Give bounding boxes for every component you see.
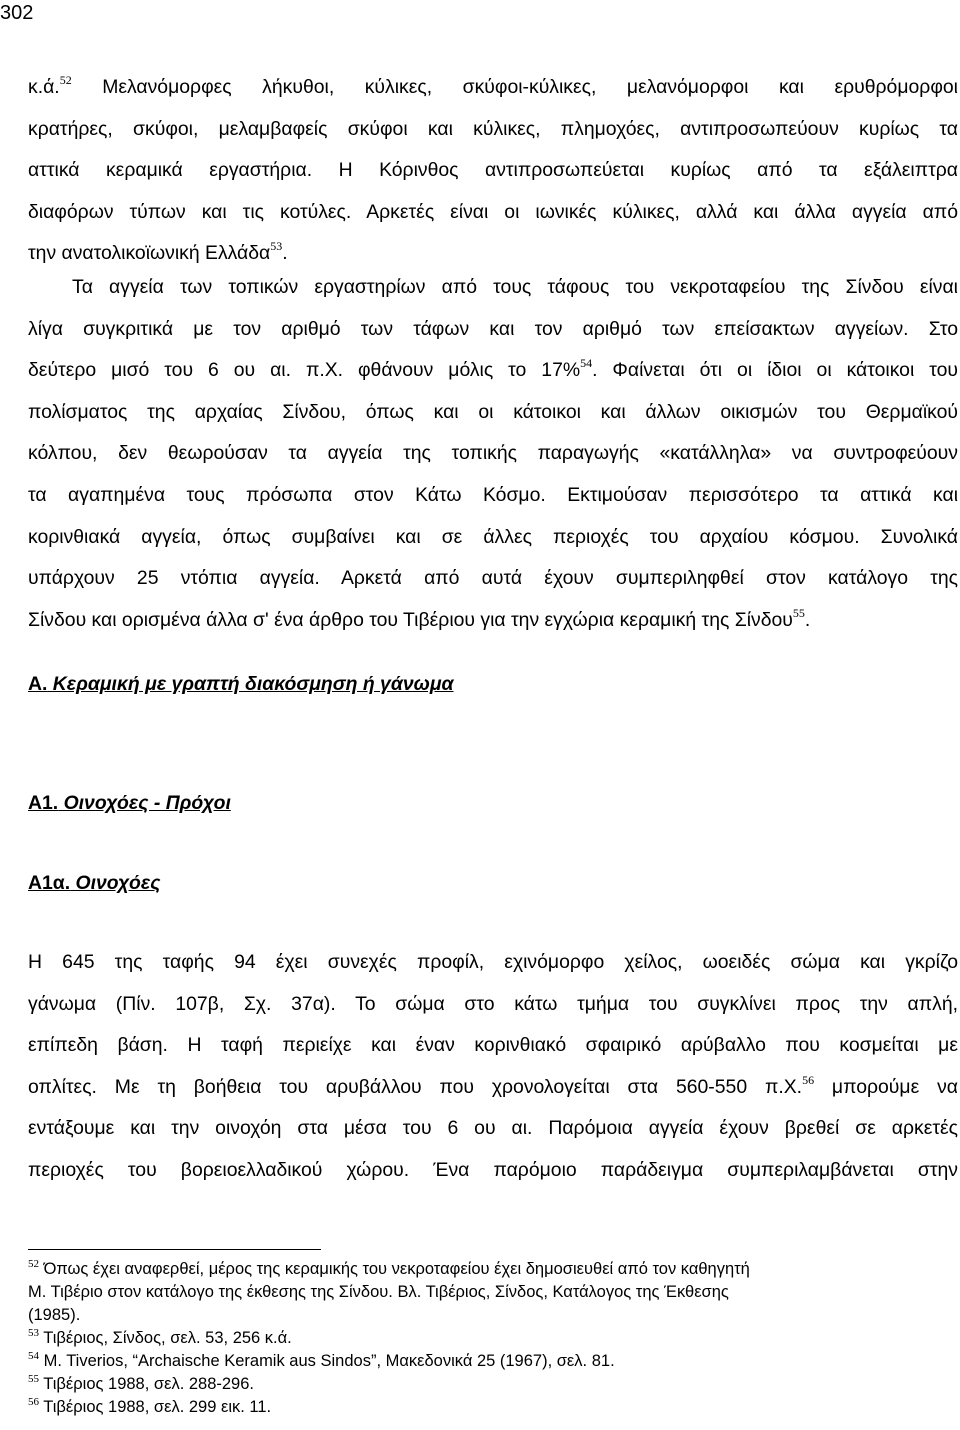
footnote-ref[interactable]: 54 [580, 356, 593, 371]
footnote-ref[interactable]: 56 [802, 1072, 815, 1087]
section-heading-a1: Α1. Οινοχόες - Πρόχοι [28, 792, 231, 814]
text-line: οπλίτες. Με τη βοήθεια του αρυβάλλου που χρονολογείται στα 560-550 π.Χ.$^{56}$ μπορούμε να [28, 1072, 958, 1098]
text-line: κρατήρες, σκύφοι, μελαμβαφείς σκύφοι και κύλικες, πλημοχόες, αντιπροσωπεύουν κυρίως τα [28, 117, 958, 140]
paragraph-2 [28, 267, 958, 641]
text-line: κορινθιακά αγγεία, όπως συμβαίνει και σε άλλες περιοχές του αρχαίου κόσμου. Συνολικά [28, 525, 958, 548]
footnote-55: $^{55}$ Τιβέριος 1988, σελ. 288-296. [28, 1373, 254, 1393]
footnote-separator [28, 1249, 321, 1250]
section-heading-a1a: Α1α. Οινοχόες [28, 872, 161, 894]
text-line: διαφόρων τύπων και τις κοτύλες. Αρκετές είναι οι ιωνικές κύλικες, αλλά και άλλα αγγεία από [28, 200, 958, 223]
text-line: εντάξουμε και την οινοχόη στα μέσα του 6 ου αι. Παρόμοια αγγεία έχουν βρεθεί σε αρκετές [28, 1117, 958, 1140]
footnote-54: $^{54}$ M. Tiverios, “Archaische Keramik aus Sindos”, Μακεδονικά 25 (1967), σελ. 81. [28, 1350, 615, 1370]
footnote-ref[interactable]: 52 [59, 73, 72, 87]
text-line: την ανατολικοϊωνική Ελλάδα$^{53}$. [28, 239, 288, 265]
text-line: πολίσματος της αρχαίας Σίνδου, όπως και οι κάτοικοι και άλλων οικισμών του Θερμαϊκού [28, 400, 958, 423]
footnote-number: 53 [28, 1327, 39, 1339]
text-line: κ.ά.$^{52}$ Μελανόμορφες λήκυθοι, κύλικες, σκύφοι-κύλικες, μελανόμορφοι και ερυθρόμορφοι [28, 73, 958, 98]
section-heading-a: Α. Κεραμική με γραπτή διακόσμηση ή γάνωμα [28, 673, 454, 695]
footnote-number: 55 [28, 1373, 39, 1385]
text-line: δεύτερο μισό του 6 ου αι. π.Χ. φθάνουν μόλις το 17%$^{54}$. Φαίνεται ότι οι ίδιοι οι κάτοικοι του [28, 356, 958, 382]
footnote-52: $^{52}$ Όπως έχει αναφερθεί, μέρος της κεραμικής του νεκροταφείου έχει δημοσιευθεί από τον καθηγητή Μ. Τιβέριο στον κατάλογο της έκθεσης της Σίνδου. Βλ. Τιβέριος, Σίνδος, Κατάλογος της Έκθεσης (1985). [28, 1258, 750, 1324]
text-line: περιοχές του βορειοελλαδικού χώρου. Ένα παρόμοιο παράδειγμα συμπεριλαμβάνεται στην [28, 1158, 958, 1181]
footnote-ref[interactable]: 53 [270, 239, 283, 254]
text-line: αττικά κεραμικά εργαστήρια. Η Κόρινθος αντιπροσωπεύεται κυρίως από τα εξάλειπτρα [28, 159, 958, 182]
footnote-ref[interactable]: 55 [792, 605, 805, 620]
text-line: κόλπου, δεν θεωρούσαν τα αγγεία της τοπικής παραγωγής «κατάλληλα» να συντροφεύουν [28, 442, 958, 465]
footnote-53: $^{53}$ Τιβέριος, Σίνδος, σελ. 53, 256 κ.ά. [28, 1327, 292, 1347]
text-line: λίγα συγκριτικά με τον αριθμό των τάφων και τον αριθμό των επείσακτων αγγείων. Στο [28, 317, 958, 340]
text-line: επίπεδη βάση. Η ταφή περιείχε και έναν κορινθιακό σφαιρικό αρύβαλλο που κοσμείται με [28, 1034, 958, 1057]
footnote-number: 54 [28, 1350, 39, 1362]
text-line: υπάρχουν 25 ντόπια αγγεία. Αρκετά από αυτά έχουν συμπεριληφθεί στον κατάλογο της [28, 567, 958, 590]
paragraph-3 [28, 942, 958, 1192]
text-line: Σίνδου και ορισμένα άλλα σ' ένα άρθρο του Τιβέριου για την εγχώρια κεραμική της Σίνδου$^{55}$. [28, 605, 811, 631]
text-line: τα αγαπημένα τους πρόσωπα στον Κάτω Κόσμο. Εκτιμούσαν περισσότερο τα αττικά και [28, 483, 958, 506]
text-line: γάνωμα (Πίν. 107β, Σχ. 37α). Το σώμα στο κάτω τμήμα του συγκλίνει προς την απλή, [28, 992, 958, 1015]
text-line: Τα αγγεία των τοπικών εργαστηρίων από τους τάφους του νεκροταφείου της Σίνδου είναι [72, 276, 958, 298]
paragraph-1 [28, 67, 958, 275]
footnote-56: $^{56}$ Τιβέριος 1988, σελ. 299 εικ. 11. [28, 1396, 272, 1416]
text-line: Η 645 της ταφής 94 έχει συνεχές προφίλ, εχινόμορφο χείλος, ωοειδές σώμα και γκρίζο [28, 951, 958, 973]
footnote-number: 52 [28, 1258, 39, 1270]
footnote-number: 56 [28, 1396, 39, 1408]
page-number: 302 [0, 2, 34, 24]
